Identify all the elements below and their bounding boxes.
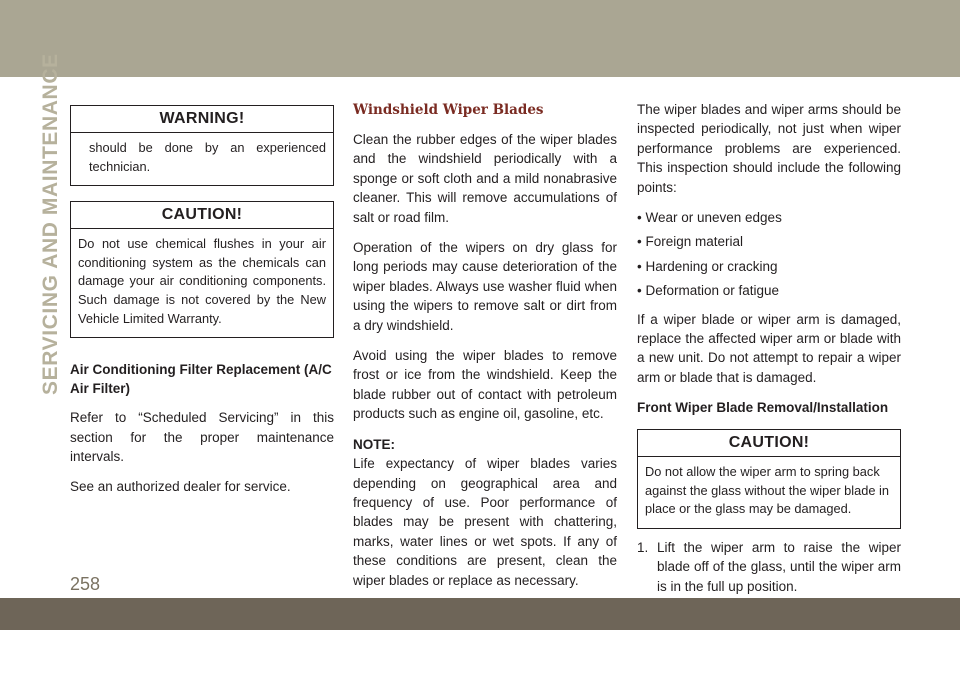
caution-box	[70, 201, 334, 338]
ac-filter-paragraph: Refer to “Scheduled Servicing” in this section for the proper maintenance intervals.	[70, 410, 334, 464]
wiper-paragraph-2: Operation of the wipers on dry glass for long periods may cause deterioration of the wiper blades. Always use washer fluid when using the wipers to remove salt or dirt from a dry windshield.	[353, 240, 617, 333]
header-band	[0, 0, 960, 77]
section-side-title	[38, 53, 62, 395]
column-3	[637, 100, 901, 596]
footer-band	[0, 598, 960, 630]
dealer-paragraph: See an authorized dealer for service.	[70, 479, 291, 495]
damage-paragraph: If a wiper blade or wiper arm is damaged, replace the affected wiper arm or blade with a new unit. Do not attempt to repair a wiper arm or blade that is damaged.	[637, 311, 901, 385]
column-1	[70, 105, 334, 508]
note-label: NOTE:	[353, 436, 395, 452]
wiper-blades-heading: Windshield Wiper Blades	[353, 102, 544, 118]
bullet-item: • Deformation or fatigue	[637, 283, 780, 299]
caution-title: CAUTION!	[71, 202, 333, 229]
wiper-paragraph-3: Avoid using the wiper blades to remove frost or ice from the windshield. Keep the blade rubber out of contact with petroleum products such as engine oil, gasoline, etc.	[353, 348, 617, 422]
caution-text-2: Do not allow the wiper arm to spring back against the glass without the wiper blade in place or the glass may be damaged.	[645, 464, 890, 517]
step-text: Lift the wiper arm to raise the wiper blade off of the glass, until the wiper arm is in the full up position.	[657, 540, 901, 594]
warning-text: should be done by an experienced technician.	[89, 140, 326, 174]
step-item	[637, 538, 901, 596]
bullet-item: • Foreign material	[637, 234, 744, 250]
warning-title: WARNING!	[71, 106, 333, 133]
caution-text: Do not use chemical flushes in your air conditioning system as the chemicals can damage your air conditioning components. Such damage is not covered by the New Vehicle Limited Warranty.	[78, 236, 326, 326]
wiper-paragraph-1: Clean the rubber edges of the wiper blades and the windshield periodically with a sponge or soft cloth and a mild nonabrasive cleaner. This will remove accumulations of salt or road film.	[353, 132, 617, 225]
front-wiper-heading: Front Wiper Blade Removal/Installation	[637, 400, 889, 416]
ac-filter-heading: Air Conditioning Filter Replacement (A/C Air Filter)	[70, 362, 332, 397]
column-2	[353, 100, 617, 601]
note-text: Life expectancy of wiper blades varies depending on geographical area and frequency of use. Poor performance of blades may be present with chattering, marks, water lines or wet spots. If any of these conditions are present, clean the wiper blades or replace as necessary.	[353, 456, 617, 588]
warning-box	[70, 105, 334, 186]
bullet-item: • Wear or uneven edges	[637, 210, 782, 226]
caution-box-2	[637, 429, 901, 529]
section-side-title-text: SERVICING AND MAINTENANCE	[39, 53, 62, 395]
page-number: 258	[70, 574, 101, 594]
step-number: 1.	[637, 540, 649, 556]
caution-title-2: CAUTION!	[638, 430, 900, 457]
inspection-paragraph: The wiper blades and wiper arms should be inspected periodically, not just when wiper performance problems are experienced. This inspection should include the following points:	[637, 102, 901, 195]
bullet-item: • Hardening or cracking	[637, 258, 778, 274]
